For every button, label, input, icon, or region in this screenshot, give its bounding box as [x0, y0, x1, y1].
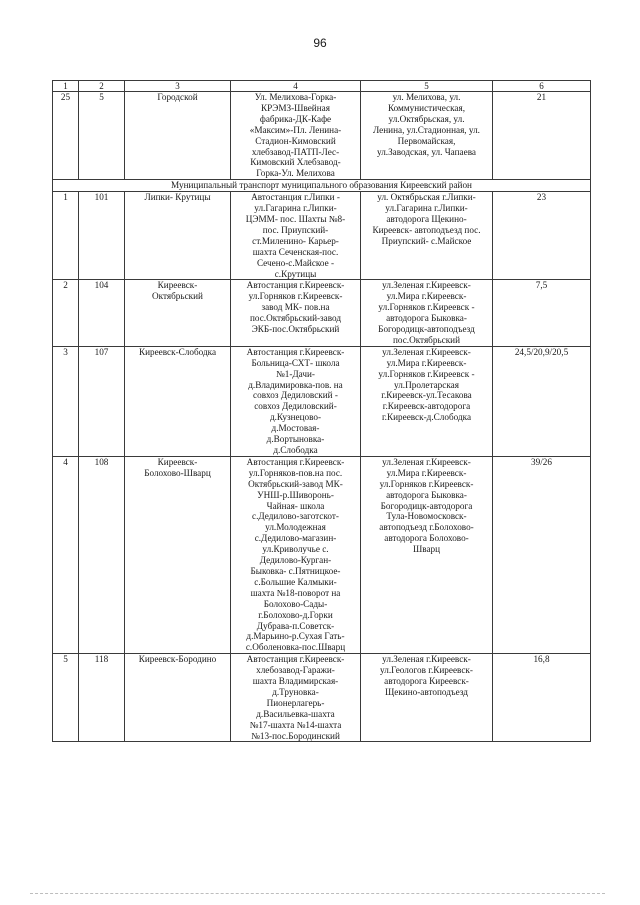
row-number-cell: 2	[53, 280, 79, 346]
route-number-cell: 104	[79, 280, 125, 346]
length-cell: 23	[493, 192, 591, 280]
header-cell: 3	[125, 81, 231, 92]
stops-cell: Автостанция г.Киреевск- ул.Горняков-пов.на пос. Октябрьский-завод МК- УНШ-р.Шиворонь- Чайная- школа с.Дедилово-заготскот- ул.Молодежная с.Дедилово-магазин- ул.Криволучье с. Дедилово-Курган- Быковка- с.Пятницкое- с.Большие Калмыки- шахта №18-поворот на Болохово-Сады- г.Болохово-д.Горки Дубрава-п.Советск- д.Марьино-р.Сухая Гать- с.Оболеновка-пос.Шварц	[231, 456, 361, 653]
route-number-cell: 101	[79, 192, 125, 280]
section-title: Муниципальный транспорт муниципального образования Киреевский район	[53, 180, 591, 192]
row-number-cell: 1	[53, 192, 79, 280]
stops-cell: Автостанция г.Киреевск- Больница-СХТ- школа №1-Дачи- д.Владимировка-пов. на совхоз Дедиловский - совхоз Дедиловский- д.Кузнецово- д.Мостовая- д.Вортыновка- д.Слободка	[231, 346, 361, 456]
length-cell: 7,5	[493, 280, 591, 346]
section-heading-row	[53, 180, 591, 192]
table-row	[53, 92, 591, 180]
length-cell: 39/26	[493, 456, 591, 653]
stops-cell: Автостанция г.Киреевск- хлебозавод-Гаражи- шахта Владимирская- д.Труновка- Пионерлагерь- д.Васильевка-шахта №17-шахта №14-шахта №13-пос.Бородинский	[231, 654, 361, 742]
length-cell: 21	[493, 92, 591, 180]
table-row	[53, 456, 591, 653]
table-row	[53, 346, 591, 456]
route-number-cell: 107	[79, 346, 125, 456]
row-number-cell: 4	[53, 456, 79, 653]
table-row	[53, 280, 591, 346]
row-number-cell: 5	[53, 654, 79, 742]
route-name-cell: Липки- Крутицы	[125, 192, 231, 280]
route-name-cell: Киреевск- Болохово-Шварц	[125, 456, 231, 653]
table-header-row	[53, 81, 591, 92]
header-cell: 4	[231, 81, 361, 92]
header-cell: 2	[79, 81, 125, 92]
stops-cell: Ул. Мелихова-Горка- КРЭМЗ-Швейная фабрика-ДК-Кафе «Максим»-Пл. Ленина- Стадион-Кимовский хлебзавод-ПАТП-Лес- Кимовский Хлебзавод- Горка-Ул. Мелихова	[231, 92, 361, 180]
route-name-cell: Киреевск- Октябрьский	[125, 280, 231, 346]
streets-cell: ул. Мелихова, ул. Коммунистическая, ул.Октябрьская, ул. Ленина, ул.Стадионная, ул. Первомайская, ул.Заводская, ул. Чапаева	[361, 92, 493, 180]
route-number-cell: 108	[79, 456, 125, 653]
row-number-cell: 25	[53, 92, 79, 180]
header-cell: 1	[53, 81, 79, 92]
page-bottom-divider	[30, 893, 605, 894]
streets-cell: ул.Зеленая г.Киреевск- ул.Геологов г.Киреевск- автодорога Киреевск- Щекино-автоподъезд	[361, 654, 493, 742]
length-cell: 16,8	[493, 654, 591, 742]
route-name-cell: Киреевск-Слободка	[125, 346, 231, 456]
table-row	[53, 654, 591, 742]
row-number-cell: 3	[53, 346, 79, 456]
route-number-cell: 5	[79, 92, 125, 180]
route-name-cell: Городской	[125, 92, 231, 180]
route-name-cell: Киреевск-Бородино	[125, 654, 231, 742]
routes-table	[52, 80, 591, 742]
header-cell: 6	[493, 81, 591, 92]
page-number: 96	[313, 36, 327, 50]
stops-cell: Автостанция г.Липки - ул.Гагарина г.Липки- ЦЭММ- пос. Шахты №8- пос. Приупский- ст.Миленино- Карьер- шахта Сеченская-пос. Сечено-с.Майское - с.Крутицы	[231, 192, 361, 280]
streets-cell: ул.Зеленая г.Киреевск- ул.Мира г.Киреевск- ул.Горняков г.Киреевск - автодорога Быковка- Богородицк-автоподъезд пос.Октябрьский	[361, 280, 493, 346]
streets-cell: ул. Октябрьская г.Липки- ул.Гагарина г.Липки- автодорога Щекино- Киреевск- автоподъезд пос. Приупский- с.Майское	[361, 192, 493, 280]
header-cell: 5	[361, 81, 493, 92]
stops-cell: Автостанция г.Киреевск- ул.Горняков г.Киреевск- завод МК- пов.на пос.Октябрьский-завод ЭКБ-пос.Октябрьский	[231, 280, 361, 346]
streets-cell: ул.Зеленая г.Киреевск- ул.Мира г.Киреевск- ул.Горняков г.Киреевск - ул.Пролетарская г.Киреевск-ул.Тесакова г.Киреевск-автодорога г.Киреевск-д.Слободка	[361, 346, 493, 456]
table-row	[53, 192, 591, 280]
length-cell: 24,5/20,9/20,5	[493, 346, 591, 456]
route-number-cell: 118	[79, 654, 125, 742]
streets-cell: ул.Зеленая г.Киреевск- ул.Мира г.Киреевск- ул.Горняков г.Киреевск- автодорога Быковка- Богородицк-автодорога Тула-Новомосковск- автоподъезд г.Болохово- автодорога Болохово- Шварц	[361, 456, 493, 653]
